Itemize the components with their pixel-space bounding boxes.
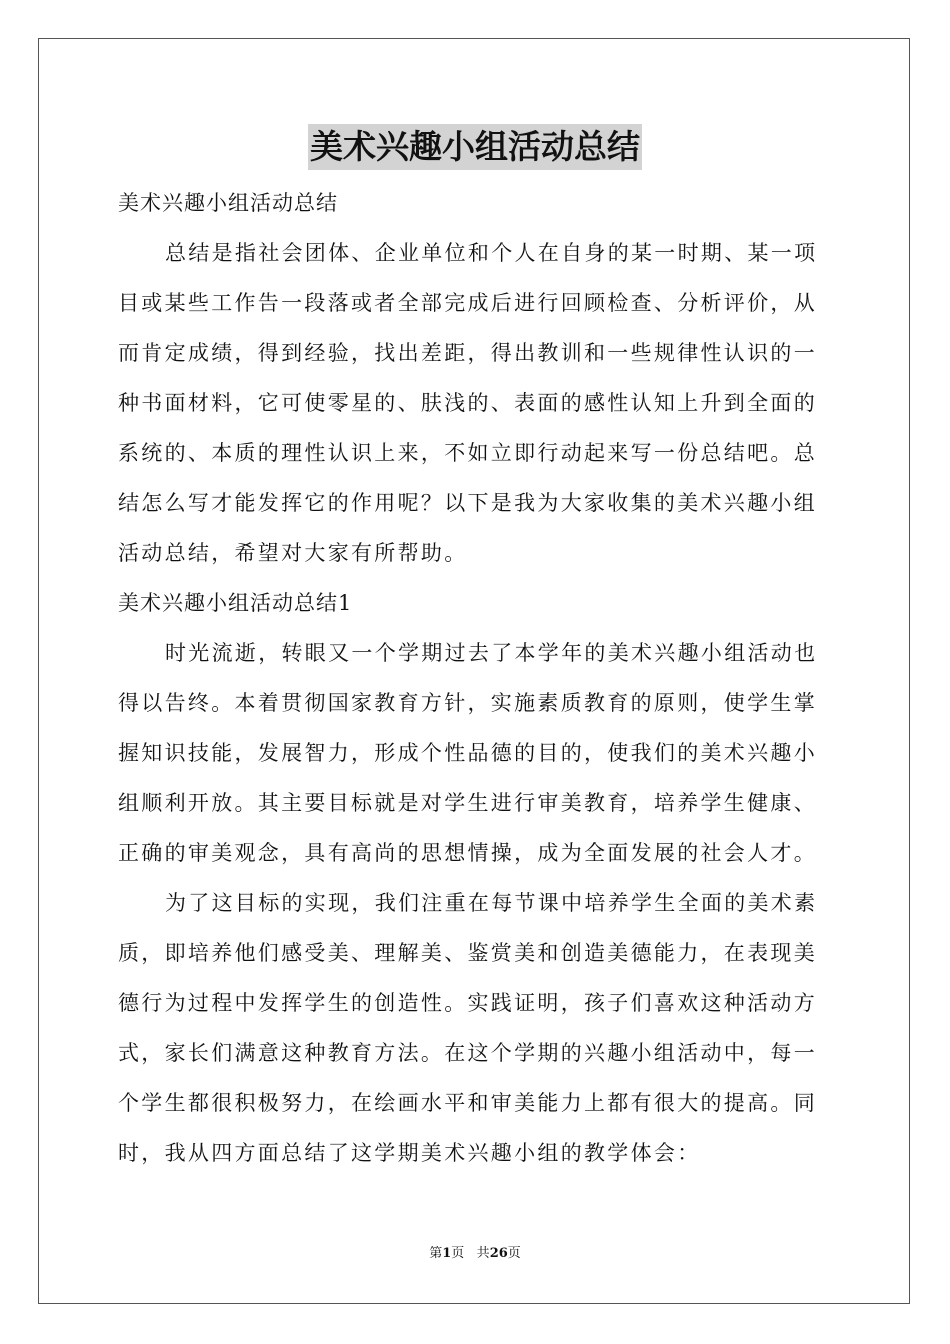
paragraph-line: 握知识技能，发展智力，形成个性品德的目的，使我们的美术兴趣小 (118, 741, 817, 765)
section1-paragraph-2 (118, 878, 832, 1178)
paragraph-line: 而肯定成绩，得到经验，找出差距，得出教训和一些规律性认识的一 (118, 341, 817, 365)
intro-paragraph (118, 228, 832, 578)
footer-page-suffix: 页 (451, 1246, 465, 1261)
paragraph-line: 式，家长们满意这种教育方法。在这个学期的兴趣小组活动中，每一 (118, 1041, 817, 1065)
paragraph-line: 种书面材料，它可使零星的、肤浅的、表面的感性认知上升到全面的 (118, 391, 817, 415)
paragraph-line: 德行为过程中发挥学生的创造性。实践证明，孩子们喜欢这种活动方 (118, 991, 817, 1015)
total-pages-number: 26 (489, 1246, 508, 1261)
paragraph-line: 时，我从四方面总结了这学期美术兴趣小组的教学体会： (118, 1141, 701, 1165)
footer-total-prefix: 共 (476, 1246, 490, 1261)
subtitle: 美术兴趣小组活动总结 (118, 191, 338, 215)
paragraph-line: 活动总结，希望对大家有所帮助。 (118, 541, 468, 565)
footer-total-suffix: 页 (507, 1246, 521, 1261)
section-heading: 美术兴趣小组活动总结1 (118, 591, 353, 615)
paragraph-line: 为了这目标的实现，我们注重在每节课中培养学生全面的美术素 (165, 891, 818, 915)
footer-prefix: 第 (429, 1246, 443, 1261)
paragraph-line: 质，即培养他们感受美、理解美、鉴赏美和创造美德能力，在表现美 (118, 941, 817, 965)
document-title: 美术兴趣小组活动总结 (308, 124, 642, 170)
paragraph-line: 目或某些工作告一段落或者全部完成后进行回顾检查、分析评价，从 (118, 291, 817, 315)
paragraph-line: 正确的审美观念，具有高尚的思想情操，成为全面发展的社会人才。 (118, 841, 817, 865)
paragraph-line: 个学生都很积极努力，在绘画水平和审美能力上都有很大的提高。同 (118, 1091, 817, 1115)
title-container (0, 124, 950, 170)
paragraph-line: 得以告终。本着贯彻国家教育方针，实施素质教育的原则，使学生掌 (118, 691, 817, 715)
paragraph-line: 系统的、本质的理性认识上来，不如立即行动起来写一份总结吧。总 (118, 441, 817, 465)
paragraph-line: 组顺利开放。其主要目标就是对学生进行审美教育，培养学生健康、 (118, 791, 817, 815)
document-body (118, 178, 832, 1178)
paragraph-line: 结怎么写才能发挥它的作用呢？以下是我为大家收集的美术兴趣小组 (118, 491, 817, 515)
current-page-number: 1 (442, 1246, 452, 1261)
paragraph-line: 时光流逝，转眼又一个学期过去了本学年的美术兴趣小组活动也 (165, 641, 818, 665)
page-footer (0, 1245, 950, 1263)
paragraph-line: 总结是指社会团体、企业单位和个人在自身的某一时期、某一项 (165, 241, 818, 265)
section1-paragraph-1 (118, 628, 832, 878)
